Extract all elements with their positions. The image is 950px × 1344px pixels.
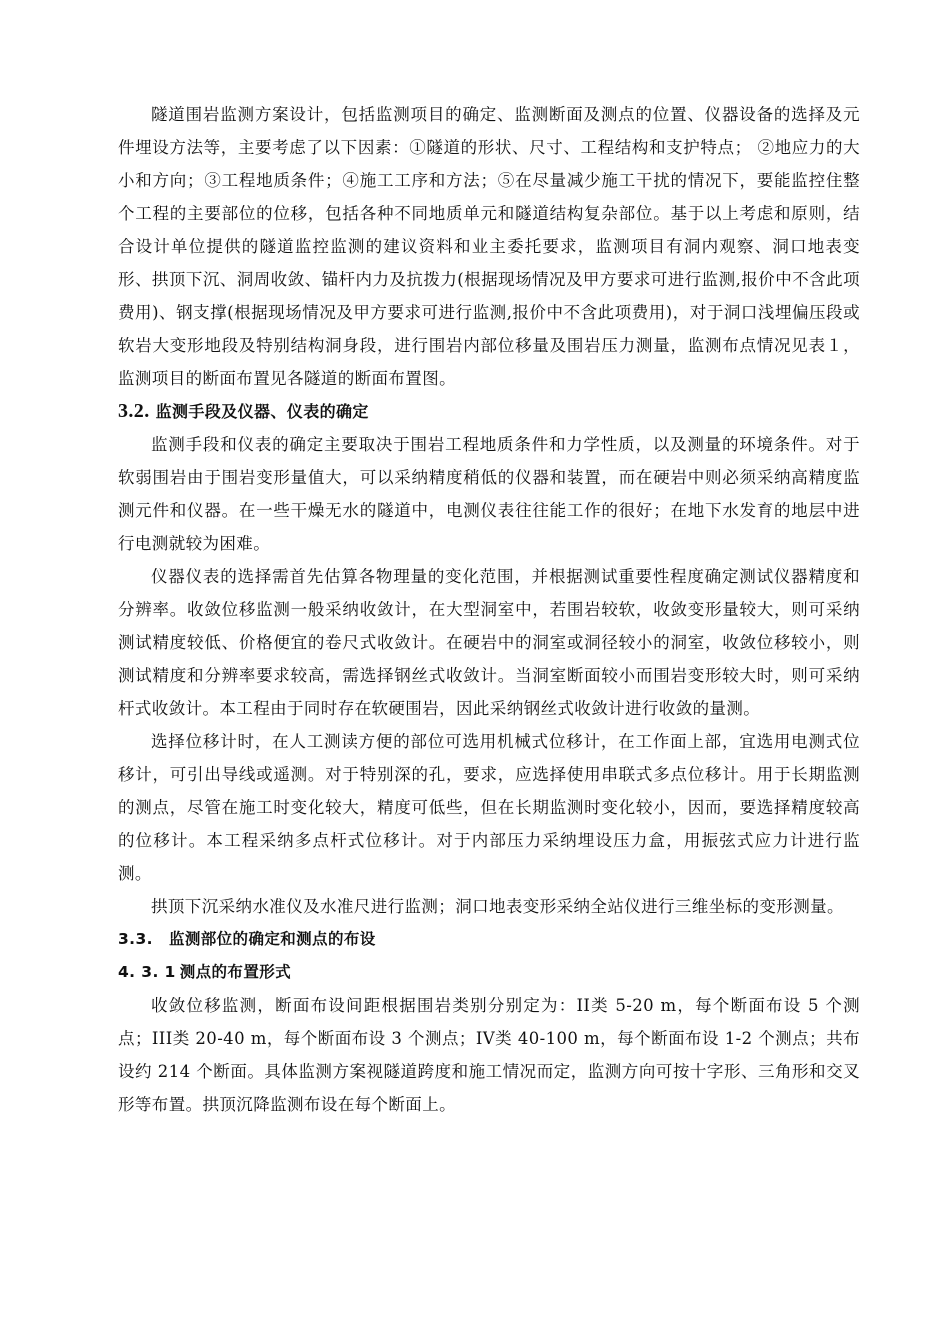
paragraph-monitoring-means: 监测手段和仪表的确定主要取决于围岩工程地质条件和力学性质，以及测量的环境条件。对于软弱围岩由于围岩变形量值大，可以采纳精度稍低的仪器和装置，而在硬岩中则必须采纳高精度监测元件和仪器。在一些干燥无水的隧道中，电测仪表往往能工作的很好；在地下水发育的地层中进行电测就较为困难。 bbox=[118, 435, 860, 553]
paragraph-monitoring-plan-design: 隧道围岩监测方案设计，包括监测项目的确定、监测断面及测点的位置、仪器设备的选择及元件埋设方法等，主要考虑了以下因素：①隧道的形状、尺寸、工程结构和支护特点； ②地应力的大小和方向；③工程地质条件；④施工工序和方法；⑤在尽量减少施工干扰的情况下，要能监控住整个工程的主要部位的位移，包括各种不同地质单元和隧道结构复杂部位。基于以上考虑和原则，结合设计单位提供的隧道监控监测的建议资料和业主委托要求，监测项目有洞内观察、洞口地表变形、拱顶下沉、洞周收敛、锚杆内力及抗拨力(根据现场情况及甲方要求可进行监测,报价中不含此项费用)、钢支撑(根据现场情况及甲方要求可进行监测,报价中不含此项费用)，对于洞口浅埋偏压段或软岩大变形地段及特别结构洞身段，进行围岩内部位移量及围岩压力测量，监测布点情况见表１，监测项目的断面布置见各隧道的断面布置图。 bbox=[118, 105, 860, 388]
paragraph-measuring-point-layout: 收敛位移监测，断面布设间距根据围岩类别分别定为：II类 5-20 m，每个断面布设 5 个测点；III类 20-40 m，每个断面布设 3 个测点；IV类 40-100 m，每个断面布设 1-2 个测点；共布设约 214 个断面。具体监测方案视隧道跨度和施工情况而定，监测方向可按十字形、三角形和交叉形等布置。拱顶沉降监测布设在每个断面上。 bbox=[118, 996, 860, 1114]
document-page bbox=[118, 98, 860, 1121]
heading-number: 4. 3. 1 bbox=[118, 963, 176, 981]
heading-number: 3.3. bbox=[118, 930, 153, 948]
heading-4-3-1 bbox=[118, 956, 860, 989]
heading-text: 监测部位的确定和测点的布设 bbox=[168, 930, 376, 948]
heading-text: 测点的布置形式 bbox=[179, 963, 292, 981]
heading-number: 3.2. bbox=[118, 400, 150, 422]
heading-3-3 bbox=[118, 923, 860, 956]
paragraph-vault-settlement: 拱顶下沉采纳水准仪及水准尺进行监测；洞口地表变形采纳全站仪进行三维坐标的变形测量。 bbox=[151, 897, 844, 916]
paragraph-displacement-meter: 选择位移计时，在人工测读方便的部位可选用机械式位移计，在工作面上部，宜选用电测式位移计，可引出导线或遥测。对于特别深的孔，要求，应选择使用串联式多点位移计。用于长期监测的测点，尽管在施工时变化较大，精度可低些，但在长期监测时变化较小，因而，要选择精度较高的位移计。本工程采纳多点杆式位移计。对于内部压力采纳埋设压力盒，用振弦式应力计进行监测。 bbox=[118, 732, 860, 883]
paragraph-instrument-selection: 仪器仪表的选择需首先估算各物理量的变化范围，并根据测试重要性程度确定测试仪器精度和分辨率。收敛位移监测一般采纳收敛计，在大型洞室中，若围岩较软，收敛变形量较大，则可采纳测试精度较低、价格便宜的卷尺式收敛计。在硬岩中的洞室或洞径较小的洞室，收敛位移较小，则测试精度和分辨率要求较高，需选择钢丝式收敛计。当洞室断面较小而围岩变形较大时，则可采纳杆式收敛计。本工程由于同时存在软硬围岩，因此采纳钢丝式收敛计进行收敛的量测。 bbox=[118, 567, 860, 718]
heading-3-2 bbox=[118, 395, 860, 428]
heading-text: 监测手段及仪器、仪表的确定 bbox=[155, 402, 369, 421]
